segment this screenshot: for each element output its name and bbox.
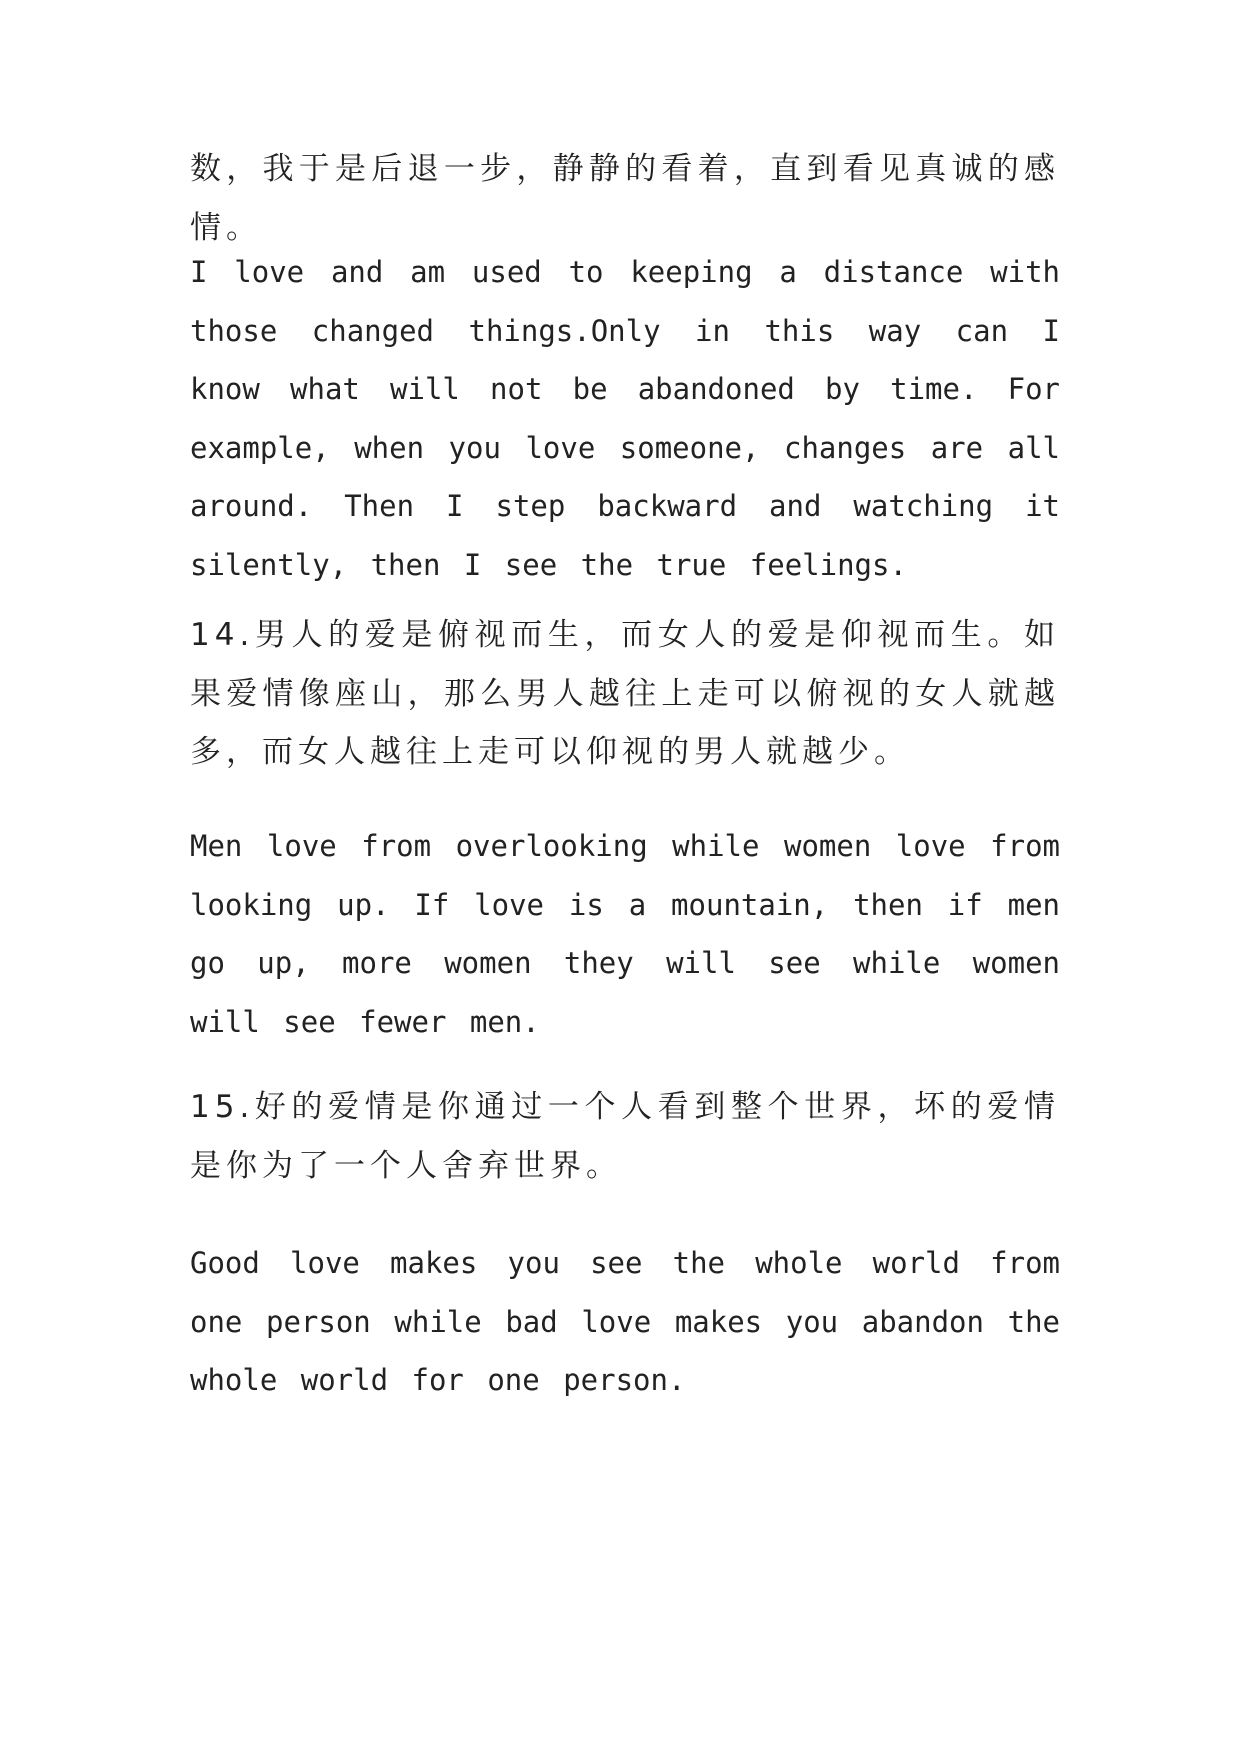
paragraph-chinese-15: 15.好的爱情是你通过一个人看到整个世界，坏的爱情是你为了一个人舍弃世界。 [190, 1089, 1060, 1184]
paragraph-chinese-14: 14.男人的爱是俯视而生，而女人的爱是仰视而生。如果爱情像座山，那么男人越往上走可以俯视的女人就越多，而女人越往上走可以仰视的男人就越少。 [190, 617, 1060, 770]
paragraph-english-1: I love and am used to keeping a distance with those changed things.Only in this way can I know what will not be abandoned by time. For example, when you love someone, changes are all around. Then I step backward and watching it silently, then I see the true feelings. [190, 255, 1060, 582]
paragraph-chinese-1: 数，我于是后退一步，静静的看着，直到看见真诚的感情。 [190, 151, 1060, 246]
paragraph-english-15: Good love makes you see the whole world from one person while bad love makes you abandon the whole world for one person. [190, 1246, 1060, 1397]
paragraph-english-14: Men love from overlooking while women love from looking up. If love is a mountain, then if men go up, more women they will see while women will see fewer men. [190, 829, 1060, 1039]
